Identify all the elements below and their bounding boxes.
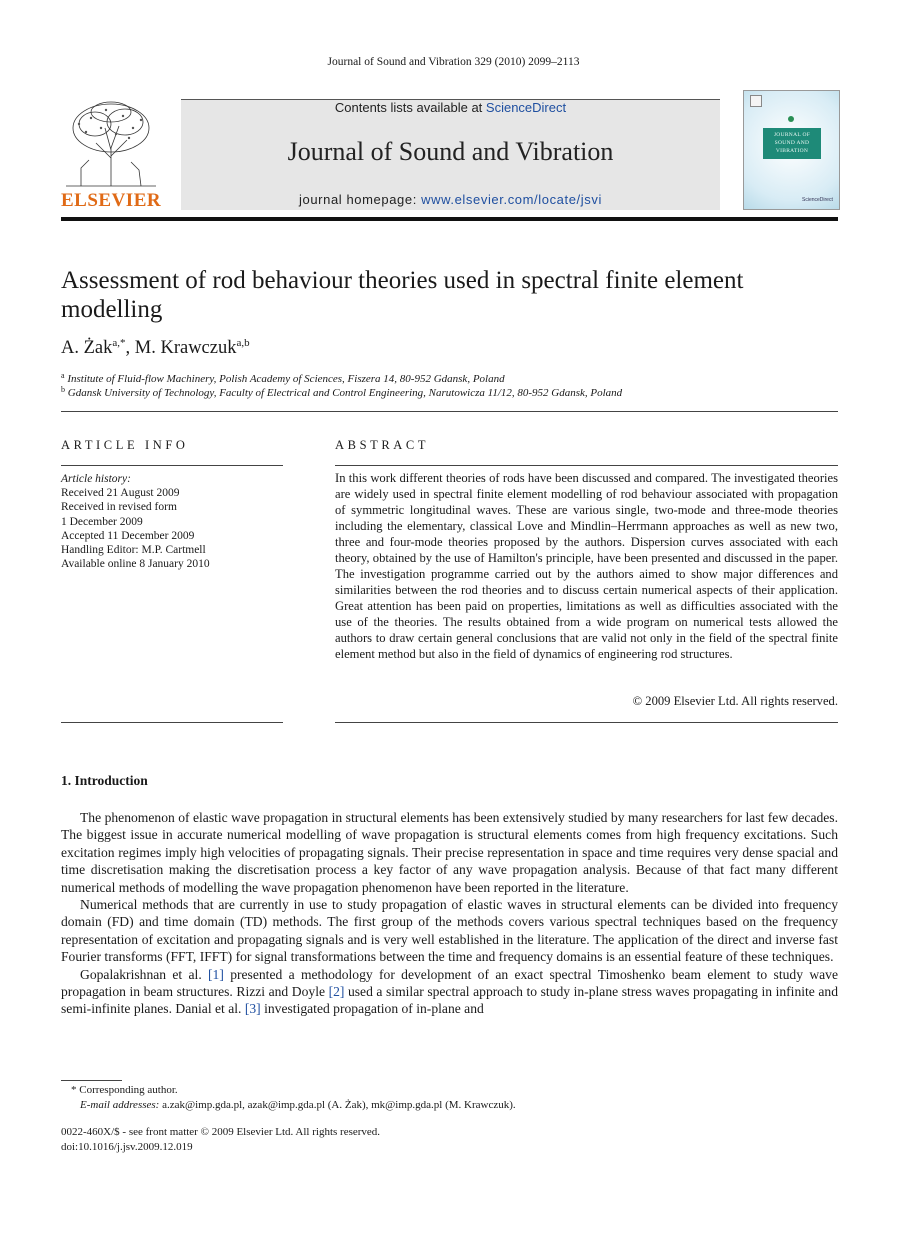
email-note: E-mail addresses: a.zak@imp.gda.pl, azak@imp.gda.pl (A. Żak), mk@imp.gda.pl (M. Krawczuk). xyxy=(80,1099,516,1111)
journal-citation: Journal of Sound and Vibration 329 (2010) 2099–2113 xyxy=(327,56,580,68)
abstract-text: In this work different theories of rods have been discussed and compared. The investigated theories are widely used in spectral finite element modelling of rod behaviour associated with propagation of symmetric longitudinal waves. These are various single, two-mode and three-mode theories including the elementary, classical Love and Mindlin–Herrmann approaches as well as new two, three and four-mode theories proposed by the authors. Dispersion curves associated with each theory, obtained by the use of Hamilton's principle, have been presented and discussed in the paper. The investigation programme carried out by the authors aimed to show major differences and similarities between the rod theories and to discuss certain numerical aspects of their application. Great attention has been paid on properties, limitations as well as difficulties associated with the use of the theories. The results obtained from a wide program on numerical tests allowed the authors to draw certain general conclusions that are valid not only in the field of the spectral finite element method but also in the field of dynamics of engineering rod structures. xyxy=(335,471,838,661)
abstract-copyright: © 2009 Elsevier Ltd. All rights reserved. xyxy=(632,694,838,708)
journal-name: Journal of Sound and Vibration xyxy=(287,137,614,166)
history-line: Handling Editor: M.P. Cartmell xyxy=(61,544,206,557)
article-title: Assessment of rod behaviour theories used in spectral finite element modelling xyxy=(61,267,744,323)
paragraph: Numerical methods that are currently in use to study propagation of elastic waves in structural elements can be divided into frequency domain (FD) and time domain (TD) methods. The first group of the methods covers various spectral techniques based on the frequency representation of excitation and propagating signals and is very well established in the literature. The application of the direct and inverse fast Fourier transforms (FFT, IFFT) for signal transformations between the time and frequency domains is an essential feature of these techniques. xyxy=(61,897,838,965)
elsevier-wordmark: ELSEVIER xyxy=(61,190,162,211)
history-line: Received in revised form xyxy=(61,501,177,514)
footnote-divider xyxy=(61,1080,122,1081)
author-name: A. Żak xyxy=(61,338,113,358)
journal-banner xyxy=(181,99,720,210)
homepage-link[interactable]: www.elsevier.com/locate/jsvi xyxy=(421,192,602,207)
history-label: Article history: xyxy=(61,473,131,485)
author-name: M. Krawczuk xyxy=(134,338,237,358)
history-line: Available online 8 January 2010 xyxy=(61,558,210,571)
corresponding-author-note: * Corresponding author. xyxy=(71,1084,178,1096)
reference-link[interactable]: [3] xyxy=(244,1001,261,1017)
cover-emblem-icon xyxy=(750,95,762,107)
history-line: Accepted 11 December 2009 xyxy=(61,529,195,542)
paragraph: Gopalakrishnan et al. [1] presented a methodology for development of an exact spectral Timoshenko beam element to study wave propagation in beam structures. Rizzi and Doyle [2] used a similar spectral approach to study in-plane stress waves propagating in infinite and semi-infinite planes. Danial et al. [3] investigated propagation of in-plane and xyxy=(61,966,839,1017)
history-line: Received 21 August 2009 xyxy=(61,487,180,500)
reference-link[interactable]: [2] xyxy=(328,984,345,1000)
doi: doi:10.1016/j.jsv.2009.12.019 xyxy=(61,1141,193,1153)
homepage-line: journal homepage: www.elsevier.com/locate/jsvi xyxy=(299,192,602,207)
section-heading-introduction: 1. Introduction xyxy=(61,773,148,788)
front-matter: 0022-460X/$ - see front matter © 2009 Elsevier Ltd. All rights reserved. xyxy=(61,1126,381,1138)
header-divider xyxy=(61,217,838,221)
title-divider xyxy=(61,411,838,412)
author-affil-mark: a,* xyxy=(112,337,126,349)
article-history xyxy=(61,472,283,571)
history-line: 1 December 2009 xyxy=(61,515,143,528)
affiliation-b: $^b$ Gdansk University of Technology, Faculty of Electrical and Control Engineering, Narutowicza 11/12, 80-952 Gdansk, Poland xyxy=(61,385,623,399)
author-affil-mark: a,b xyxy=(236,337,250,349)
abstract-divider xyxy=(335,465,838,466)
reference-link[interactable]: [1] xyxy=(208,966,224,982)
journal-cover-thumbnail xyxy=(743,90,840,210)
affiliation-a: $^a$ Institute of Fluid-flow Machinery, Polish Academy of Sciences, Fiszera 14, 80-952 Gdansk, Poland xyxy=(61,371,505,385)
info-bottom-divider xyxy=(61,722,283,723)
cover-title: JOURNAL OF SOUND AND VIBRATION xyxy=(763,128,821,159)
cover-publisher: ScienceDirect xyxy=(802,197,833,203)
abstract-heading: ABSTRACT xyxy=(335,438,430,452)
abstract-bottom-divider xyxy=(335,722,838,723)
cover-dot-icon xyxy=(788,116,794,122)
introduction-body xyxy=(61,809,838,1018)
contents-line: Contents lists available at ScienceDirect xyxy=(334,100,567,115)
article-info-heading: ARTICLE INFO xyxy=(61,438,189,452)
author-line: A. Żak$^{a,*}$, M. Krawczuk$^{a,b}$ xyxy=(61,337,250,358)
sciencedirect-link[interactable]: ScienceDirect xyxy=(485,100,567,115)
paragraph: The phenomenon of elastic wave propagation in structural elements has been extensively studied by many researchers for last few decades. The biggest issue in accurate numerical modelling of wave propagation is structural elements comes from high frequency excitations. Such excitation regimes imply high velocities of propagating signals. Their precise representation in space and time requires very dense spacial and time discretisation making the discretisation process a key factor of any wave propagation analysis. Because of that fact many different numerical methods of modelling the wave propagation phenomenon have been reported in the literature. xyxy=(61,810,838,895)
info-divider xyxy=(61,465,283,466)
